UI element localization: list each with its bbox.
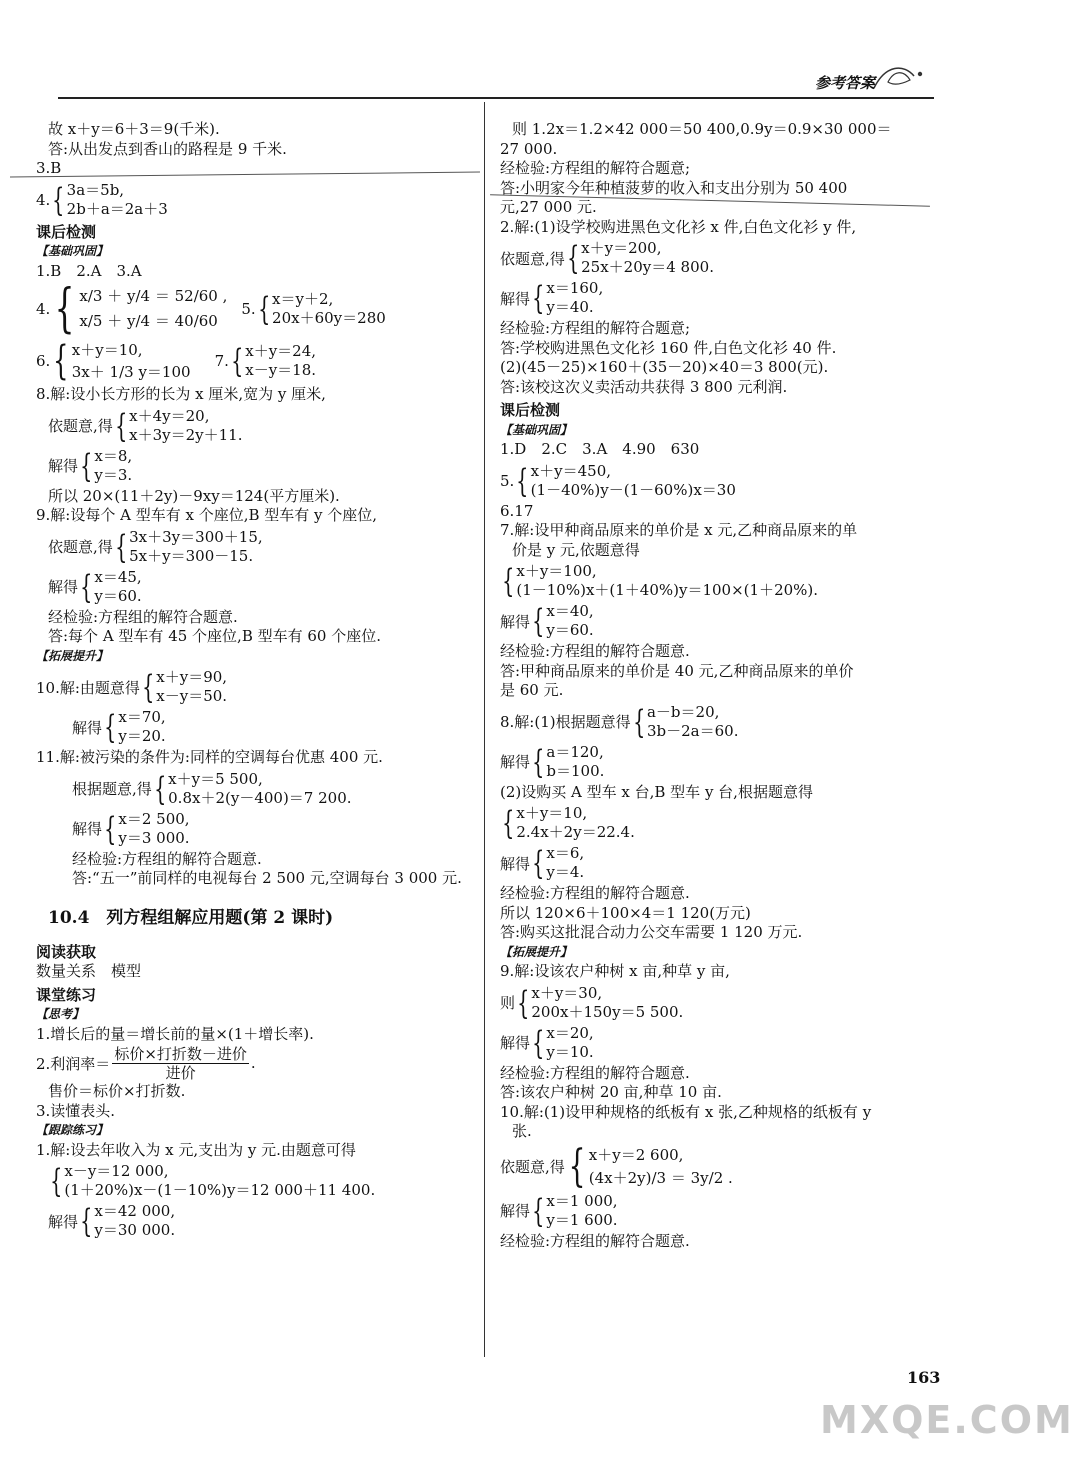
equation: y＝30 000. xyxy=(94,1221,176,1239)
brace-icon: { xyxy=(532,1191,545,1230)
equation: 3b－2a＝60. xyxy=(646,721,739,740)
label: 依题意,得 xyxy=(48,538,113,556)
label: 7. xyxy=(214,352,229,370)
equation-system xyxy=(36,668,476,706)
text-line: 答:“五一”前同样的电视每台 2 500 元,空调每台 3 000 元. xyxy=(72,869,462,887)
tag-label: 【拓展提升】 xyxy=(36,648,109,663)
brace-icon: { xyxy=(50,1162,63,1200)
text-line: 张. xyxy=(512,1122,532,1140)
text-line: 答:每个 A 型车有 45 个座位,B 型车有 60 个座位. xyxy=(48,627,381,645)
equation: 3x＋3y＝300＋15, xyxy=(129,527,263,546)
equation: y＝4. xyxy=(546,863,585,881)
brace-icon: { xyxy=(532,742,545,781)
brace-icon: { xyxy=(141,668,155,706)
equation: 200x＋150y＝5 500. xyxy=(531,1002,684,1021)
label: 解得 xyxy=(500,289,531,308)
equation-system xyxy=(500,239,940,277)
answer-line: 3.B xyxy=(36,159,62,177)
lesson-heading: 10.4 列方程组解应用题(第 2 课时) xyxy=(48,907,334,928)
text-line: 价是 y 元,依题意得 xyxy=(512,540,640,559)
label: 依题意,得 xyxy=(500,1158,565,1176)
text-line: 经检验:方程组的解符合题意; xyxy=(500,159,691,177)
label: 解得 xyxy=(48,1212,79,1231)
equation-system xyxy=(36,279,228,339)
solution-system xyxy=(36,810,476,848)
brace-icon: { xyxy=(516,461,529,500)
text-line: 经检验:方程组的解符合题意. xyxy=(500,642,690,660)
solution-system xyxy=(500,279,940,317)
solution-system xyxy=(36,1202,476,1240)
label: 解得 xyxy=(500,612,531,631)
brace-icon: { xyxy=(114,406,128,445)
text-line: 经检验:方程组的解符合题意. xyxy=(500,884,690,902)
equation: x＝160, xyxy=(546,279,604,297)
equation: x＝45, xyxy=(94,567,142,586)
equation: x＋y＝5 500, xyxy=(168,769,263,788)
left-column xyxy=(36,120,476,1242)
equation: x＝70, xyxy=(118,708,166,726)
brace-icon: { xyxy=(54,279,75,339)
equation-system xyxy=(36,407,476,445)
label: 6. xyxy=(36,352,51,370)
section-heading: 阅读获取 xyxy=(36,942,97,961)
brace-icon: { xyxy=(80,446,93,485)
equation-system xyxy=(36,181,476,219)
solution-system xyxy=(500,1024,940,1062)
text-line: 故 x＋y＝6＋3＝9(千米). xyxy=(48,120,220,138)
label: 4. xyxy=(36,300,51,318)
equation: x＋4y＝20, xyxy=(129,406,210,425)
label: 根据题意,得 xyxy=(72,780,152,798)
text-line: (2)设购买 A 型车 x 台,B 型车 y 台,根据题意得 xyxy=(500,782,813,801)
equation: x＋y＝10, xyxy=(516,804,588,822)
equation: x＝8, xyxy=(94,446,133,465)
equation: y＝60. xyxy=(546,621,594,639)
text-line: 8.解:设小长方形的长为 x 厘米,宽为 y 厘米, xyxy=(36,385,326,403)
brace-icon: { xyxy=(532,1023,545,1062)
equation: y＝10. xyxy=(546,1042,594,1061)
equation: (1－10%)x＋(1＋40%)y＝100×(1＋20%). xyxy=(516,581,819,599)
fraction-line xyxy=(36,1044,476,1082)
text-line: 所以 20×(11＋2y)－9xy＝124(平方厘米). xyxy=(48,486,340,505)
brace-icon: { xyxy=(502,804,515,842)
solution-system xyxy=(500,1192,940,1230)
brace-icon: { xyxy=(566,239,580,277)
solution-system xyxy=(36,708,476,746)
equation: (1－40%)y－(1－60%)x＝30 xyxy=(530,480,736,499)
text-line: 所以 120×6＋100×4＝1 120(万元) xyxy=(500,903,751,922)
brace-icon: { xyxy=(532,279,545,317)
equation: x＋y＝200, xyxy=(581,239,662,257)
brace-icon: { xyxy=(104,708,117,746)
text-line: 7.解:设甲种商品原来的单价是 x 元,乙种商品原来的单 xyxy=(500,521,858,539)
label: 解得 xyxy=(500,854,531,873)
equation: y＝3 000. xyxy=(118,828,190,847)
brace-icon: { xyxy=(52,180,65,219)
equation-system xyxy=(36,770,476,808)
equation: 3a＝5b, xyxy=(66,180,125,199)
label: 解得 xyxy=(500,753,531,771)
equation: (4x＋2y)/3 ＝ 3y/2 . xyxy=(588,1168,733,1187)
equation: 3x＋ 1/3 y＝100 xyxy=(71,363,191,381)
text-line: 经检验:方程组的解符合题意. xyxy=(500,1231,690,1250)
label: 4. xyxy=(36,190,51,209)
equation: x－y＝50. xyxy=(156,687,228,705)
equation-system xyxy=(36,1162,476,1200)
text-line: 答:购买这批混合动力公交车需要 1 120 万元. xyxy=(500,923,803,941)
right-column xyxy=(500,120,940,1251)
brace-icon: { xyxy=(80,1202,93,1240)
equation: x＝2 500, xyxy=(118,809,190,828)
equation-system xyxy=(500,703,940,741)
tag-label: 【基础巩固】 xyxy=(36,244,109,258)
equation: x＝40, xyxy=(546,602,594,620)
text-line: 答:甲种商品原来的单价是 40 元,乙种商品原来的单价 xyxy=(500,661,854,680)
equation: x＋y＝10, xyxy=(71,341,143,359)
equation: x/3 ＋ y/4 ＝ 52/60 , xyxy=(79,287,228,305)
label: 解得 xyxy=(48,457,79,475)
text-line: 经检验:方程组的解符合题意. xyxy=(48,607,238,626)
equation: x＋y＝30, xyxy=(531,983,603,1002)
text-line: 10.解:(1)设甲种规格的纸板有 x 张,乙种规格的纸板有 y xyxy=(500,1102,872,1121)
label: 8.解:(1)根据题意得 xyxy=(500,713,631,731)
label: 解得 xyxy=(500,1034,531,1052)
equation-system xyxy=(36,528,476,566)
equation: x＝42 000, xyxy=(94,1202,176,1220)
text-line: 3.读懂表头. xyxy=(36,1101,116,1120)
brace-icon: { xyxy=(632,702,645,741)
equation: 2.4x＋2y＝22.4. xyxy=(516,823,635,841)
label: 5. xyxy=(500,471,515,490)
solution-system xyxy=(36,568,476,606)
solution-system xyxy=(500,602,940,640)
label: 则 xyxy=(500,994,516,1012)
brace-icon: { xyxy=(153,769,167,808)
equation: a＝120, xyxy=(546,742,604,761)
equation: x＝6, xyxy=(546,844,585,862)
equation-system xyxy=(500,1140,940,1192)
text-line: 答:从出发点到香山的路程是 9 千米. xyxy=(48,139,287,158)
equation: x－y＝18. xyxy=(245,361,317,379)
label: 解得 xyxy=(500,1202,531,1220)
text-line: 1.解:设去年收入为 x 元,支出为 y 元.由题意可得 xyxy=(36,1140,356,1159)
watermark: MXQE.COM xyxy=(820,1398,1074,1442)
leaf-ornament-icon xyxy=(870,62,930,98)
equation: x＋y＝90, xyxy=(156,668,228,686)
equation: x＋y＝2 600, xyxy=(588,1145,684,1164)
brace-icon: { xyxy=(53,338,69,384)
text-line: 是 60 元. xyxy=(500,681,564,699)
brace-icon: { xyxy=(257,290,270,328)
section-heading: 课后检测 xyxy=(36,222,97,241)
brace-icon: { xyxy=(517,983,530,1022)
tag-label: 【基础巩固】 xyxy=(500,422,573,437)
label: 依题意,得 xyxy=(48,417,113,435)
label: 5. xyxy=(241,300,256,318)
text-line: 答:该农户种树 20 亩,种草 10 亩. xyxy=(500,1083,722,1101)
equation: 20x＋60y＝280 xyxy=(272,309,386,327)
text-line: 答:小明家今年种植菠萝的收入和支出分别为 50 400 xyxy=(500,178,848,197)
text-line: 经检验:方程组的解符合题意. xyxy=(72,849,262,868)
brace-icon: { xyxy=(568,1140,586,1192)
header-title: 参考答案 xyxy=(815,74,876,92)
brace-icon: { xyxy=(230,342,244,380)
equation: 25x＋20y＝4 800. xyxy=(581,258,714,276)
label: . xyxy=(250,1054,256,1072)
equation: x－y＝12 000, xyxy=(64,1162,169,1180)
equation-system xyxy=(500,984,940,1022)
label: 解得 xyxy=(72,820,103,838)
label: 依题意,得 xyxy=(500,249,565,268)
text-line: 27 000. xyxy=(500,139,558,158)
equation-system xyxy=(500,562,940,600)
equation: x＝1 000, xyxy=(546,1191,618,1210)
equation: x＋y＝100, xyxy=(516,562,597,580)
equation: x＋y＝24, xyxy=(245,342,317,360)
text-line: 数量关系 模型 xyxy=(36,962,142,980)
column-divider xyxy=(484,102,485,1357)
text-line: 则 1.2x＝1.2×42 000＝50 400,0.9y＝0.9×30 000＝ xyxy=(512,120,892,138)
equation: y＝1 600. xyxy=(546,1210,618,1229)
text-line: 11.解:被污染的条件为:同样的空调每台优惠 400 元. xyxy=(36,748,383,766)
answer-line: 1.B 2.A 3.A xyxy=(36,261,142,280)
text-line: 经检验:方程组的解符合题意. xyxy=(500,1063,690,1082)
text-line: 9.解:设每个 A 型车有 x 个座位,B 型车有 y 个座位, xyxy=(36,506,378,524)
equation: x＝20, xyxy=(546,1023,594,1042)
denominator: 进价 xyxy=(165,1063,196,1082)
section-heading: 课堂练习 xyxy=(36,985,97,1004)
label: 解得 xyxy=(48,578,79,596)
solution-system xyxy=(36,447,476,485)
numerator: 标价×打折数－进价 xyxy=(114,1044,247,1063)
equation: 5x＋y＝300－15. xyxy=(129,546,254,565)
equation: 0.8x＋2(y－400)＝7 200. xyxy=(168,788,352,807)
equation-system xyxy=(215,342,316,380)
equation: x＝y＋2, xyxy=(272,290,334,308)
text-line: 答:该校这次义卖活动共获得 3 800 元利润. xyxy=(500,377,788,396)
answer-line: 1.D 2.C 3.A 4.90 630 xyxy=(500,440,700,458)
equation-system xyxy=(241,290,385,328)
equation-system xyxy=(36,339,191,383)
equation: x＋3y＝2y＋11. xyxy=(129,425,243,444)
text-line: 售价＝标价×打折数. xyxy=(48,1082,186,1100)
equation: b＝100. xyxy=(546,761,605,780)
equation: 2b＋a＝2a＋3 xyxy=(66,199,168,218)
page-number: 163 xyxy=(907,1368,941,1387)
equation: y＝40. xyxy=(546,298,594,316)
equation: y＝3. xyxy=(94,465,133,484)
brace-icon: { xyxy=(80,567,93,606)
label: 2.利润率＝ xyxy=(36,1054,111,1073)
equation: a－b＝20, xyxy=(646,702,720,721)
brace-icon: { xyxy=(104,809,117,848)
brace-icon: { xyxy=(502,562,515,600)
brace-icon: { xyxy=(532,844,545,882)
label: 解得 xyxy=(72,718,103,737)
label: 10.解:由题意得 xyxy=(36,678,140,697)
brace-icon: { xyxy=(532,602,545,640)
section-heading: 课后检测 xyxy=(500,401,561,419)
equation-system xyxy=(500,462,940,500)
text-line: 元,27 000 元. xyxy=(500,198,597,216)
solution-system xyxy=(500,743,940,781)
text-line: 9.解:设该农户种树 x 亩,种草 y 亩, xyxy=(500,962,730,980)
answer-line: 6.17 xyxy=(500,501,534,520)
tag-label: 【思考】 xyxy=(36,1007,85,1021)
equation: x＋y＝450, xyxy=(530,461,612,480)
brace-icon: { xyxy=(114,527,128,566)
equation: y＝20. xyxy=(118,727,166,745)
tag-label: 【跟踪练习】 xyxy=(36,1123,109,1137)
text-line: 答:学校购进黑色文化衫 160 件,白色文化衫 40 件. xyxy=(500,338,837,357)
header-rule xyxy=(58,97,934,99)
text-line: (2)(45－25)×160＋(35－20)×40＝3 800(元). xyxy=(500,358,829,376)
tag-label: 【拓展提升】 xyxy=(500,944,573,959)
equation: x/5 ＋ y/4 ＝ 40/60 xyxy=(79,312,218,330)
equation-system xyxy=(500,804,940,842)
solution-system xyxy=(500,844,940,882)
equation: (1＋20%)x－(1－10%)y＝12 000＋11 400. xyxy=(64,1181,376,1199)
text-line: 2.解:(1)设学校购进黑色文化衫 x 件,白色文化衫 y 件, xyxy=(500,217,857,236)
equation: y＝60. xyxy=(94,586,142,605)
text-line: 1.增长后的量＝增长前的量×(1＋增长率). xyxy=(36,1024,314,1043)
text-line: 经检验:方程组的解符合题意; xyxy=(500,319,691,337)
